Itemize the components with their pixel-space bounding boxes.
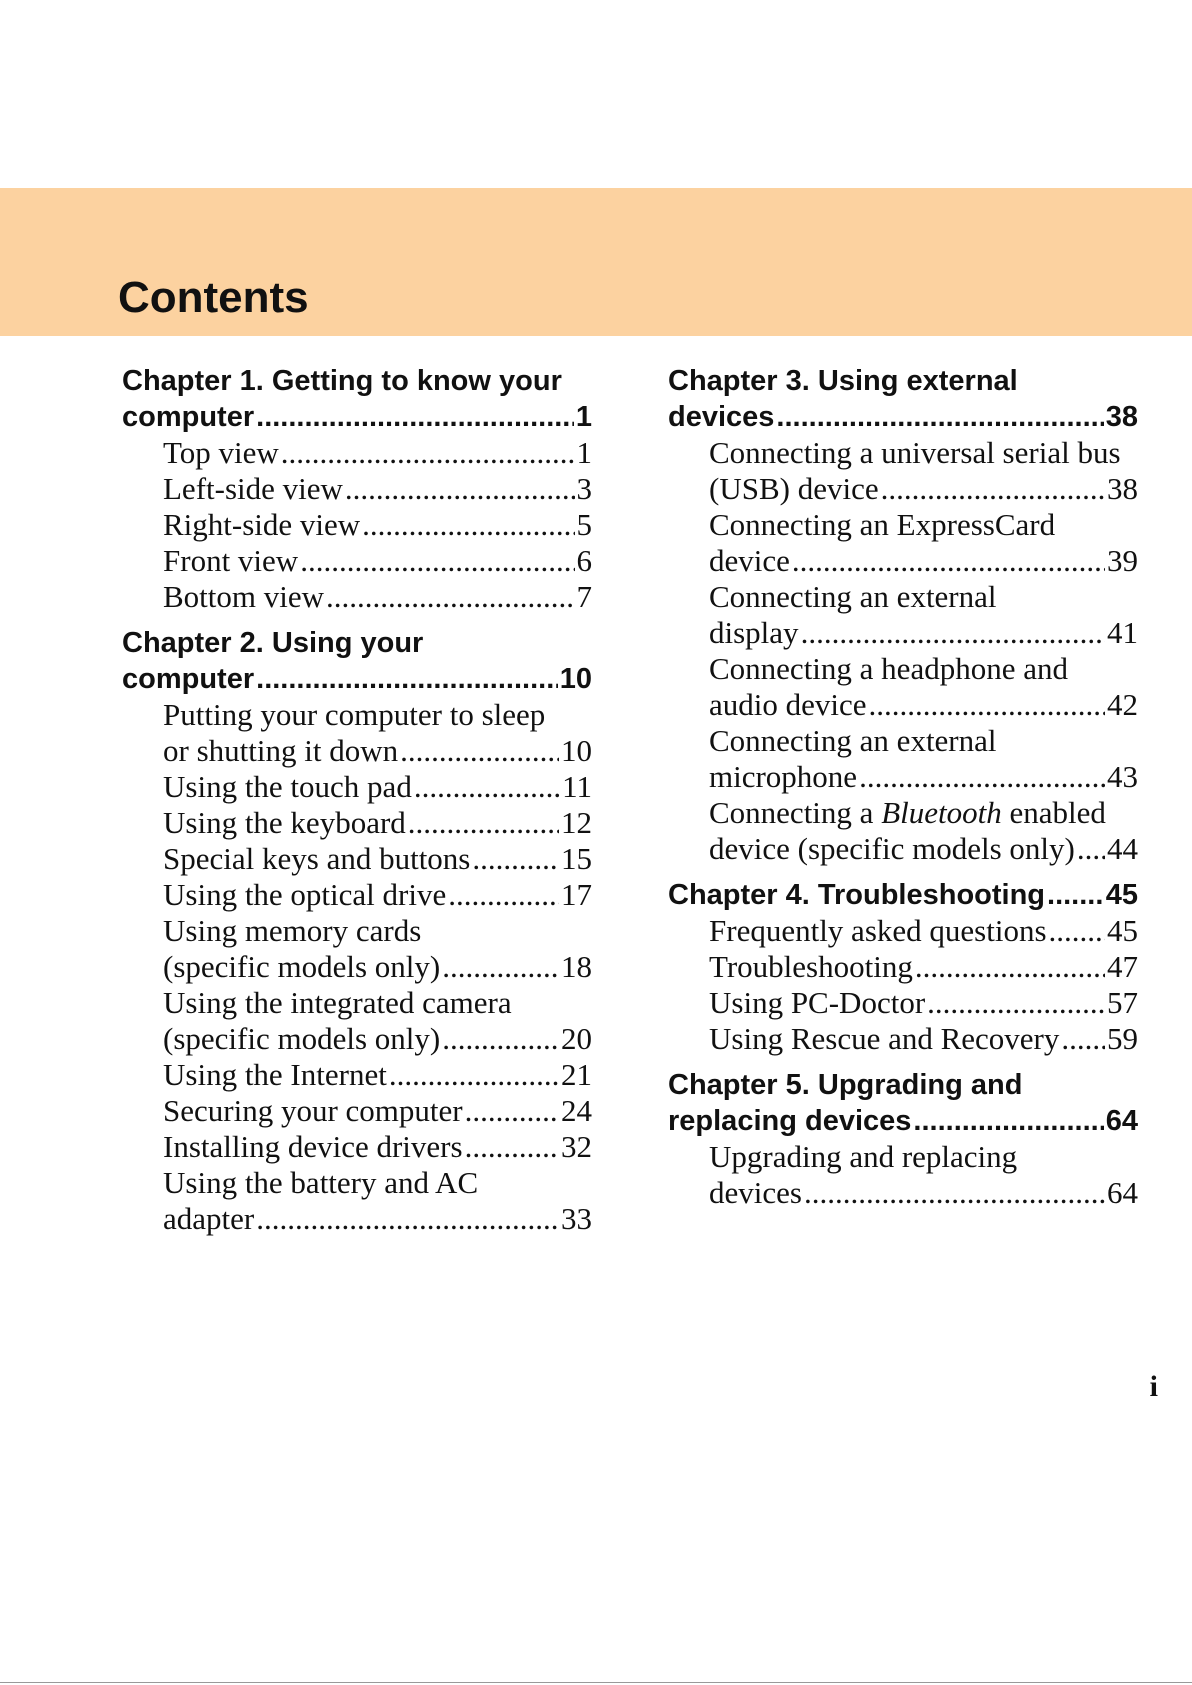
leader-dots [256, 399, 574, 435]
leader-dots [804, 1175, 1105, 1211]
entry-page-number: 12 [561, 805, 592, 840]
entry-text-italic: Bluetooth [881, 795, 1002, 830]
chapter-link[interactable] [122, 399, 592, 435]
toc-entry[interactable] [709, 795, 1138, 867]
entry-title: Using PC-Doctor [709, 985, 926, 1020]
entry-last-line [163, 769, 592, 805]
chapter-title-line: Chapter 1. Getting to know your [122, 365, 562, 397]
toc-entry[interactable] [163, 507, 592, 543]
entry-last-line [163, 805, 592, 841]
leader-dots [465, 1129, 559, 1165]
page-number: i [1149, 1370, 1158, 1403]
leader-dots [801, 615, 1105, 651]
entry-last-line [709, 949, 1138, 985]
toc-entry[interactable] [709, 949, 1138, 985]
entry-title-line: Upgrading and replacing [709, 1139, 1018, 1174]
toc-chapter [668, 877, 1138, 1057]
leader-dots [300, 543, 574, 579]
toc-entries [668, 435, 1138, 867]
leader-dots [1047, 877, 1104, 913]
entry-text: Connecting a [709, 795, 882, 830]
chapter-link[interactable] [668, 399, 1138, 435]
toc-entry[interactable] [709, 913, 1138, 949]
leader-dots [869, 687, 1105, 723]
entry-title-line: Connecting a universal serial bus [709, 435, 1121, 470]
leader-dots [1049, 913, 1105, 949]
entry-title: Bottom view [163, 579, 325, 614]
chapter-page-number: 1 [575, 401, 592, 433]
leader-dots [448, 877, 559, 913]
entry-title: Special keys and buttons [163, 841, 471, 876]
entry-title-line: Using the battery and AC [163, 1165, 479, 1200]
toc-entry[interactable] [163, 877, 592, 913]
toc-entry[interactable] [163, 543, 592, 579]
chapter-title: computer [122, 663, 255, 695]
toc-left-column [122, 363, 592, 1243]
entry-last-line [163, 1057, 592, 1093]
entry-page-number: 32 [561, 1129, 592, 1164]
entry-page-number: 59 [1107, 1021, 1138, 1056]
entry-title: Installing device drivers [163, 1129, 463, 1164]
toc-entry[interactable] [163, 471, 592, 507]
entry-page-number: 47 [1107, 949, 1138, 984]
entry-page-number: 38 [1107, 471, 1138, 506]
toc-entry[interactable] [709, 651, 1138, 723]
toc-entries [668, 913, 1138, 1057]
toc-right-column [668, 363, 1138, 1217]
leader-dots [326, 579, 574, 615]
entry-last-line [709, 985, 1138, 1021]
entry-title: Troubleshooting [709, 949, 913, 984]
entry-last-line [709, 913, 1138, 949]
entry-last-line [163, 471, 592, 507]
entry-page-number: 7 [576, 579, 592, 614]
toc-entry[interactable] [163, 985, 592, 1057]
entry-page-number: 64 [1107, 1175, 1138, 1210]
entry-title: audio device [709, 687, 867, 722]
toc-entry[interactable] [163, 1057, 592, 1093]
entry-page-number: 3 [576, 471, 592, 506]
entry-page-number: 42 [1107, 687, 1138, 722]
entry-last-line [163, 841, 592, 877]
bottom-rule [0, 1682, 1192, 1683]
entry-last-line [709, 687, 1138, 723]
entry-title-line: Putting your computer to sleep [163, 697, 546, 732]
leader-dots [414, 769, 560, 805]
entry-text: enabled [1001, 795, 1106, 830]
entry-title: Left-side view [163, 471, 343, 506]
entry-title: (specific models only) [163, 949, 441, 984]
chapter-title: replacing devices [668, 1105, 912, 1137]
chapter-page-number: 45 [1105, 879, 1138, 911]
entry-title-line: Using memory cards [163, 913, 422, 948]
entry-page-number: 5 [576, 507, 592, 542]
entry-title: Securing your computer [163, 1093, 463, 1128]
leader-dots [256, 1201, 559, 1237]
entry-page-number: 20 [561, 1021, 592, 1056]
entry-page-number: 1 [576, 435, 592, 470]
toc-entry[interactable] [709, 579, 1138, 651]
chapter-page-number: 10 [559, 663, 592, 695]
leader-dots [915, 949, 1105, 985]
entry-page-number: 24 [561, 1093, 592, 1128]
entry-title: device [709, 543, 790, 578]
entry-title-line: Connecting an external [709, 723, 997, 758]
entry-page-number: 10 [561, 733, 592, 768]
entry-title-line: Using the integrated camera [163, 985, 512, 1020]
entry-title: adapter [163, 1201, 255, 1236]
entry-title: Using the Internet [163, 1057, 387, 1092]
leader-dots [362, 507, 574, 543]
toc-chapter [668, 363, 1138, 867]
entry-last-line [163, 733, 592, 769]
toc-entry[interactable] [709, 723, 1138, 795]
entry-page-number: 57 [1107, 985, 1138, 1020]
entry-title: Frequently asked questions [709, 913, 1047, 948]
entry-last-line [163, 543, 592, 579]
toc-entry[interactable] [163, 697, 592, 769]
entry-title-line [709, 795, 1138, 831]
toc-entry[interactable] [709, 507, 1138, 579]
entry-title: display [709, 615, 799, 650]
leader-dots [792, 543, 1105, 579]
leader-dots [281, 435, 575, 471]
entry-title: microphone [709, 759, 858, 794]
toc-chapter [122, 625, 592, 1237]
entry-last-line [709, 831, 1138, 867]
chapter-title-line: Chapter 5. Upgrading and [668, 1069, 1023, 1101]
toc-entries [668, 1139, 1138, 1211]
toc-entry[interactable] [163, 1165, 592, 1237]
chapter-link[interactable] [668, 877, 1138, 913]
toc-entry[interactable] [163, 841, 592, 877]
entry-title: devices [709, 1175, 802, 1210]
entry-page-number: 45 [1107, 913, 1138, 948]
entry-page-number: 43 [1107, 759, 1138, 794]
entry-title: Front view [163, 543, 299, 578]
entry-title: Using the touch pad [163, 769, 412, 804]
toc-entry[interactable] [709, 1139, 1138, 1211]
leader-dots [400, 733, 559, 769]
toc-entry[interactable] [709, 985, 1138, 1021]
toc-chapter [668, 1067, 1138, 1211]
entry-page-number: 6 [576, 543, 592, 578]
entry-page-number: 17 [561, 877, 592, 912]
entry-page-number: 18 [561, 949, 592, 984]
entry-last-line [163, 1021, 592, 1057]
chapter-title-line: Chapter 3. Using external [668, 365, 1018, 397]
leader-dots [442, 949, 559, 985]
entry-last-line [163, 1129, 592, 1165]
entry-last-line [163, 877, 592, 913]
toc-entry[interactable] [163, 435, 592, 471]
chapter-title: computer [122, 401, 255, 433]
entry-title-line: Connecting a headphone and [709, 651, 1068, 686]
page-title: Contents [118, 273, 309, 322]
leader-dots [913, 1103, 1103, 1139]
toc-entry[interactable] [163, 769, 592, 805]
entry-title: (specific models only) [163, 1021, 441, 1056]
chapter-page-number: 64 [1105, 1105, 1138, 1137]
entry-last-line [163, 1201, 592, 1237]
chapter-title: Chapter 4. Troubleshooting [668, 879, 1046, 911]
leader-dots [256, 661, 558, 697]
entry-last-line [163, 1093, 592, 1129]
entry-page-number: 44 [1107, 831, 1138, 866]
toc-entry[interactable] [709, 1021, 1138, 1057]
entry-last-line [163, 949, 592, 985]
toc-entry[interactable] [163, 1129, 592, 1165]
leader-dots [1061, 1021, 1105, 1057]
entry-title: Using the optical drive [163, 877, 447, 912]
leader-dots [859, 759, 1105, 795]
entry-title: device (specific models only) [709, 831, 1075, 866]
entry-title-line: Connecting an external [709, 579, 997, 614]
chapter-title: devices [668, 401, 775, 433]
leader-dots [389, 1057, 559, 1093]
toc-entry[interactable] [709, 435, 1138, 507]
entry-title: Using Rescue and Recovery [709, 1021, 1060, 1056]
entry-page-number: 33 [561, 1201, 592, 1236]
toc-entry[interactable] [163, 913, 592, 985]
toc-entry[interactable] [163, 579, 592, 615]
entry-last-line [709, 543, 1138, 579]
entry-last-line [163, 507, 592, 543]
leader-dots [881, 471, 1105, 507]
entry-last-line [709, 615, 1138, 651]
entry-last-line [163, 579, 592, 615]
chapter-title-line: Chapter 2. Using your [122, 627, 424, 659]
leader-dots [776, 399, 1103, 435]
toc-entries [122, 435, 592, 615]
toc-chapter [122, 363, 592, 615]
entry-page-number: 15 [561, 841, 592, 876]
entry-last-line [709, 1021, 1138, 1057]
entry-last-line [709, 759, 1138, 795]
leader-dots [472, 841, 559, 877]
toc-entries [122, 697, 592, 1237]
entry-title: or shutting it down [163, 733, 399, 768]
entry-title: Using the keyboard [163, 805, 406, 840]
toc-entry[interactable] [163, 805, 592, 841]
entry-last-line [709, 1175, 1138, 1211]
chapter-link[interactable] [122, 661, 592, 697]
leader-dots [345, 471, 575, 507]
leader-dots [465, 1093, 559, 1129]
entry-title: Top view [163, 435, 279, 470]
leader-dots [408, 805, 559, 841]
leader-dots [1077, 831, 1105, 867]
leader-dots [927, 985, 1105, 1021]
entry-last-line [163, 435, 592, 471]
leader-dots [442, 1021, 559, 1057]
entry-page-number: 41 [1107, 615, 1138, 650]
entry-title: Right-side view [163, 507, 361, 542]
entry-page-number: 39 [1107, 543, 1138, 578]
entry-title: (USB) device [709, 471, 879, 506]
chapter-link[interactable] [668, 1103, 1138, 1139]
entry-page-number: 21 [561, 1057, 592, 1092]
entry-last-line [709, 471, 1138, 507]
entry-title-line: Connecting an ExpressCard [709, 507, 1056, 542]
toc-entry[interactable] [163, 1093, 592, 1129]
chapter-page-number: 38 [1105, 401, 1138, 433]
entry-page-number: 11 [562, 769, 592, 804]
